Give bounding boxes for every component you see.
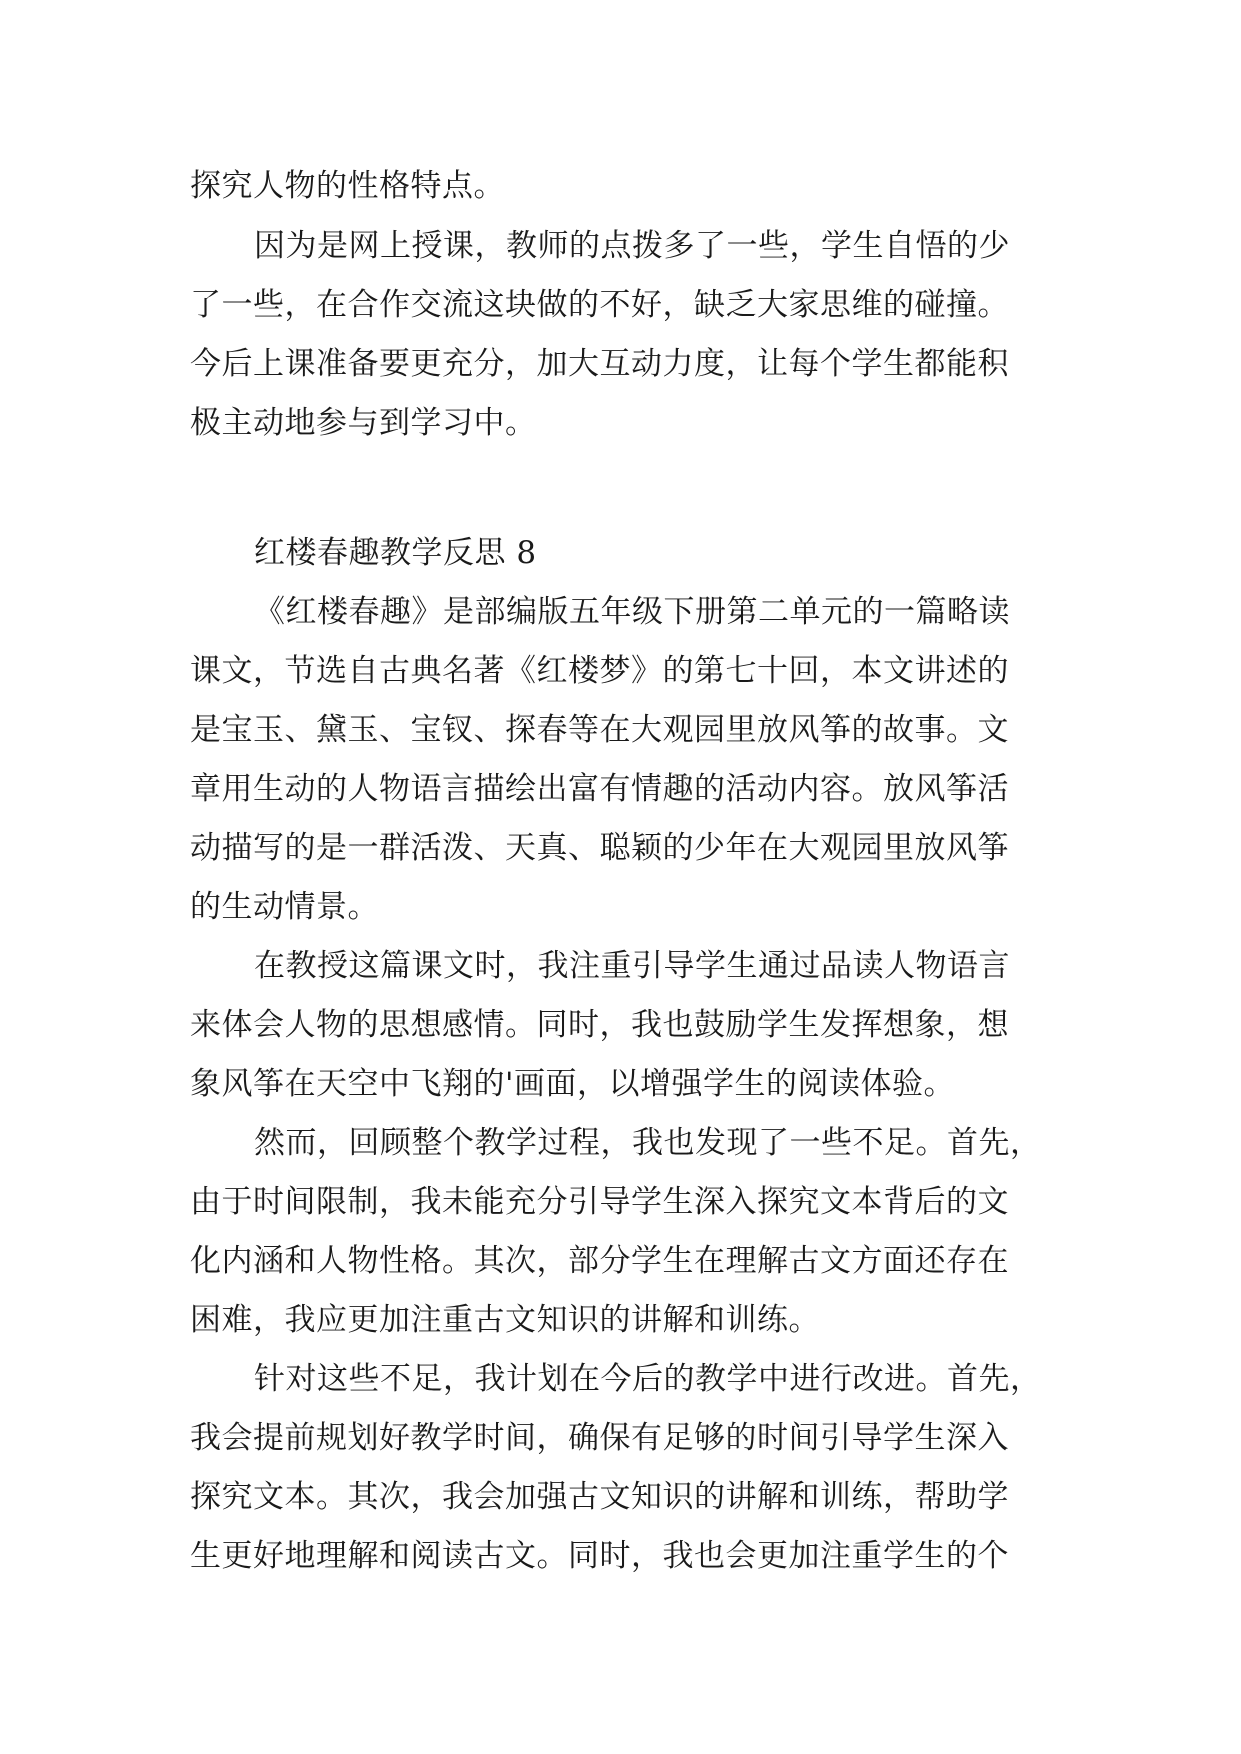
paragraph-line: 了一些，在合作交流这块做的不好，缺乏大家思维的碰撞。 bbox=[190, 287, 1009, 323]
paragraph-line: 极主动地参与到学习中。 bbox=[190, 405, 537, 441]
paragraph-line: 今后上课准备要更充分，加大互动力度，让每个学生都能积 bbox=[190, 346, 1009, 382]
paragraph-line: 探究文本。其次，我会加强古文知识的讲解和训练，帮助学 bbox=[190, 1479, 1009, 1515]
paragraph-line: 由于时间限制，我未能充分引导学生深入探究文本背后的文 bbox=[190, 1184, 1009, 1220]
paragraph-line: 困难，我应更加注重古文知识的讲解和训练。 bbox=[190, 1302, 820, 1338]
paragraph-line: 我会提前规划好教学时间，确保有足够的时间引导学生深入 bbox=[190, 1420, 1009, 1456]
section-heading: 红楼春趣教学反思 8 bbox=[254, 535, 537, 571]
paragraph-line: 章用生动的人物语言描绘出富有情趣的活动内容。放风筝活 bbox=[190, 771, 1009, 807]
paragraph-line: 化内涵和人物性格。其次，部分学生在理解古文方面还存在 bbox=[190, 1243, 1009, 1279]
paragraph-line: 针对这些不足，我计划在今后的教学中进行改进。首先， bbox=[254, 1361, 1042, 1397]
paragraph-line: 在教授这篇课文时，我注重引导学生通过品读人物语言 bbox=[254, 948, 1010, 984]
paragraph-line: 象风筝在天空中飞翔的'画面，以增强学生的阅读体验。 bbox=[190, 1066, 956, 1102]
paragraph-line: 课文，节选自古典名著《红楼梦》的第七十回，本文讲述的 bbox=[190, 653, 1009, 689]
paragraph-line: 探究人物的性格特点。 bbox=[190, 168, 505, 204]
paragraph-line: 来体会人物的思想感情。同时，我也鼓励学生发挥想象，想 bbox=[190, 1007, 1009, 1043]
paragraph-line: 然而，回顾整个教学过程，我也发现了一些不足。首先， bbox=[254, 1125, 1042, 1161]
paragraph-line: 是宝玉、黛玉、宝钗、探春等在大观园里放风筝的故事。文 bbox=[190, 712, 1009, 748]
paragraph-line: 生更好地理解和阅读古文。同时，我也会更加注重学生的个 bbox=[190, 1538, 1009, 1574]
paragraph-line: 因为是网上授课，教师的点拨多了一些，学生自悟的少 bbox=[254, 228, 1010, 264]
paragraph-line: 《红楼春趣》是部编版五年级下册第二单元的一篇略读 bbox=[254, 594, 1010, 630]
paragraph-line: 的生动情景。 bbox=[190, 889, 379, 925]
paragraph-line: 动描写的是一群活泼、天真、聪颖的少年在大观园里放风筝 bbox=[190, 830, 1009, 866]
